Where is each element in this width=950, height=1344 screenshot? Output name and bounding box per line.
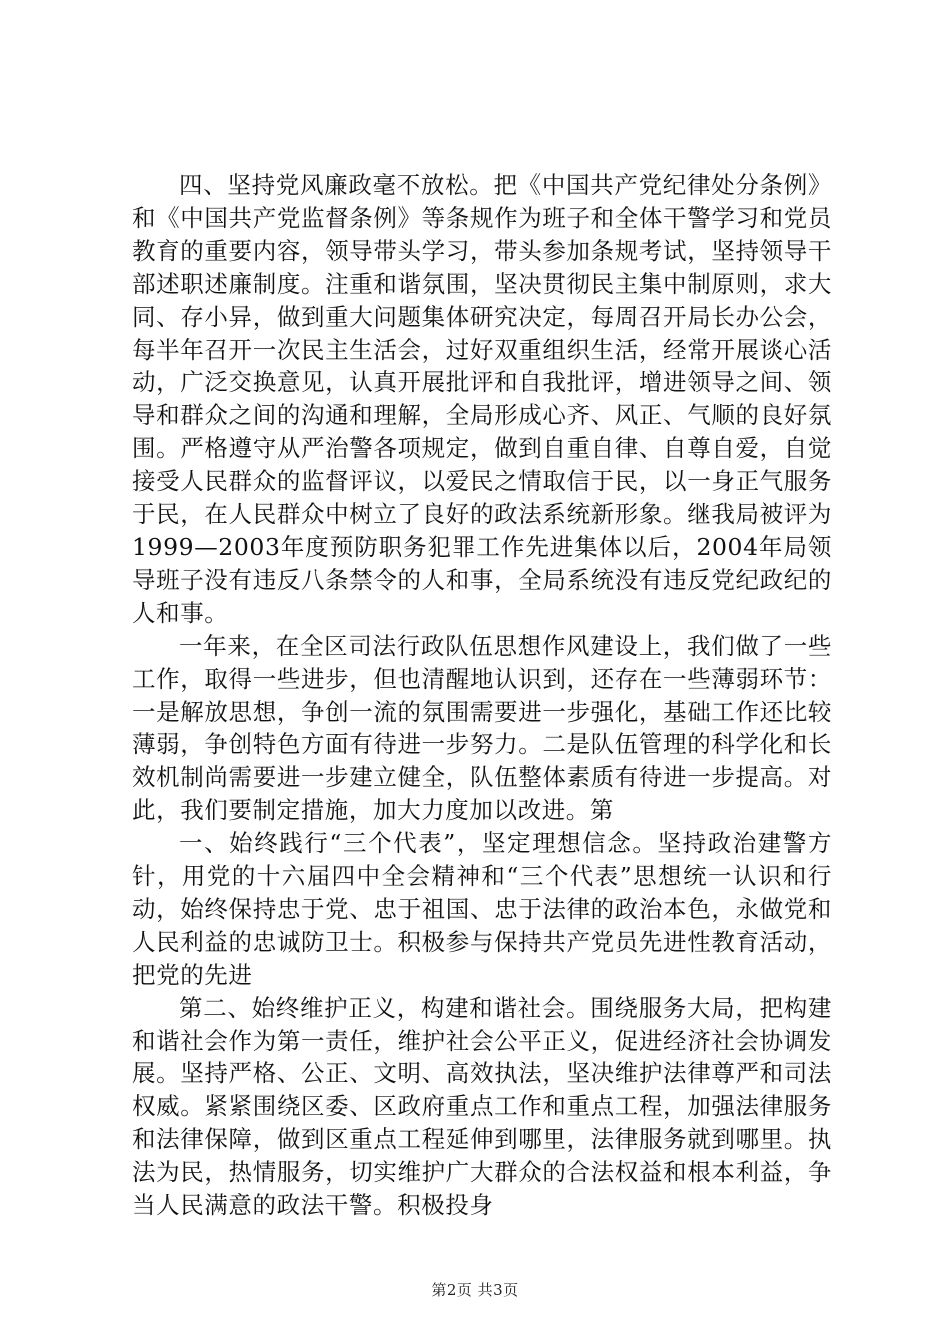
paragraph-year-review: 一年来，在全区司法行政队伍思想作风建设上，我们做了一些工作，取得一些进步，但也清醒地认识到，还存在一些薄弱环节：一是解放思想，争创一流的氛围需要进一步强化，基础工作还比较薄弱，争创特色方面有待进一步努力。二是队伍管理的科学化和长效机制尚需要进一步建立健全，队伍整体素质有待进一步提高。对此，我们要制定措施，加大力度加以改进。第 — [132, 631, 832, 825]
paragraph-three-represents: 一、始终践行“三个代表”，坚定理想信念。坚持政治建警方针，用党的十六届四中全会精神和“三个代表”思想统一认识和行动，始终保持忠于党、忠于祖国、忠于法律的政治本色，永做党和人民利益的忠诚防卫士。积极参与保持共产党员先进性教育活动，把党的先进 — [132, 829, 832, 989]
paragraph-justice-harmony: 第二、始终维护正义，构建和谐社会。围绕服务大局，把构建和谐社会作为第一责任，维护社会公平正义，促进经济社会协调发展。坚持严格、公正、文明、高效执法，坚决维护法律尊严和司法权威。紧紧围绕区委、区政府重点工作和重点工程，加强法律服务和法律保障，做到区重点工程延伸到哪里，法律服务就到哪里。执法为民，热情服务，切实维护广大群众的合法权益和根本利益，争当人民满意的政法干警。积极投身 — [132, 993, 832, 1220]
paragraph-party-discipline: 四、坚持党风廉政毫不放松。把《中国共产党纪律处分条例》和《中国共产党监督条例》等条规作为班子和全体干警学习和党员教育的重要内容，领导带头学习，带头参加条规考试，坚持领导干部述职述廉制度。注重和谐氛围，坚决贯彻民主集中制原则，求大同、存小异，做到重大问题集体研究决定，每周召开局长办公会，每半年召开一次民主生活会，过好双重组织生活，经常开展谈心活动，广泛交换意见，认真开展批评和自我批评，增进领导之间、领导和群众之间的沟通和理解，全局形成心齐、风正、气顺的良好氛围。严格遵守从严治警各项规定，做到自重自律、自尊自爱，自觉接受人民群众的监督评议，以爱民之情取信于民，以一身正气服务于民，在人民群众中树立了良好的政法系统新形象。继我局被评为1999—2003年度预防职务犯罪工作先进集体以后，2004年局领导班子没有违反八条禁令的人和事，全局系统没有违反党纪政纪的人和事。 — [132, 171, 832, 627]
document-body — [132, 169, 832, 1222]
page-number-footer: 第2页 共3页 — [431, 1281, 519, 1299]
